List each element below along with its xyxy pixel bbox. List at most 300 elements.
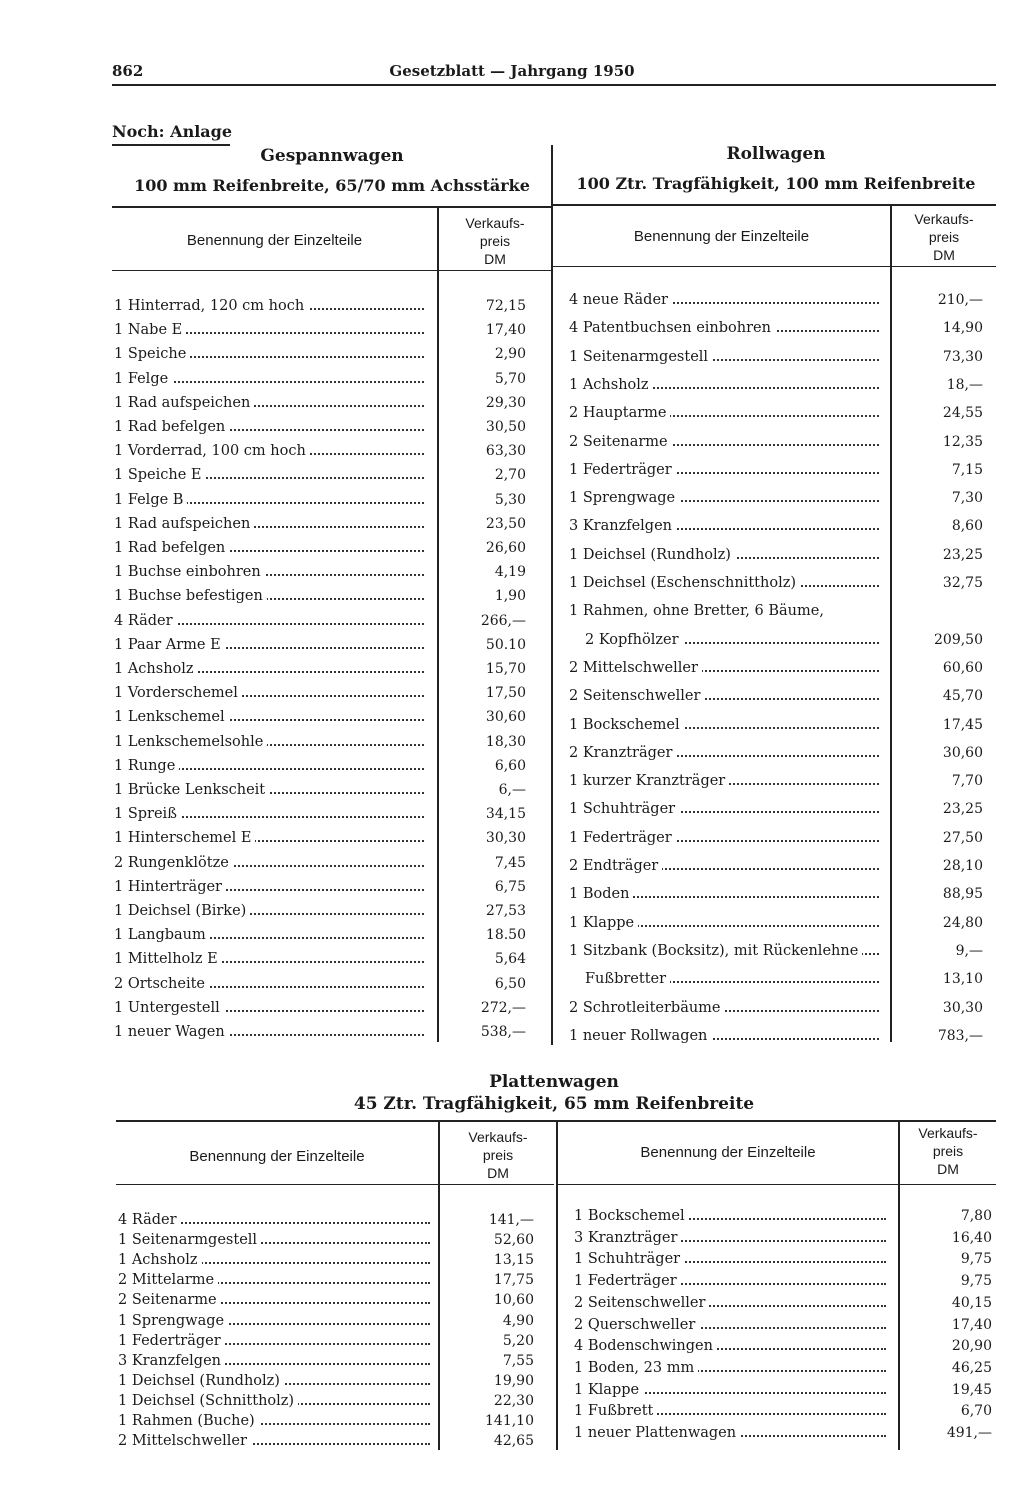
table-row: [114, 855, 526, 879]
part-name: 1 Hinterträger: [114, 879, 226, 895]
table-row: [569, 575, 983, 599]
table-row: [114, 661, 526, 685]
part-name-cell: [569, 518, 879, 534]
part-name-cell: [114, 298, 424, 314]
rollwagen-title: Rollwagen: [726, 144, 826, 164]
part-name-cell: [114, 516, 424, 532]
part-name: 1 Vorderrad, 100 cm hoch: [114, 443, 310, 459]
part-name-cell: [574, 1295, 886, 1311]
price-cell: 17,40: [485, 322, 526, 339]
part-name-cell: [569, 858, 879, 874]
table-row: [574, 1230, 992, 1254]
part-name-cell: [574, 1273, 886, 1289]
table-row: [569, 717, 983, 741]
price-cell: 63,30: [485, 443, 526, 460]
col-header-name-left: Benennung der Einzelteile: [189, 1148, 365, 1165]
col-header-price-line2: preis: [479, 233, 511, 249]
col-header-price: [892, 210, 996, 264]
price-cell: 141,—: [488, 1212, 534, 1228]
col-header-name: Benennung der Einzelteile: [186, 232, 363, 249]
part-name: 1 Speiche E: [114, 467, 206, 483]
price-cell: 2,90: [494, 346, 526, 363]
part-name: 1 Deichsel (Rundholz): [569, 547, 735, 563]
noch-anlage-label: Noch: Anlage: [112, 122, 233, 141]
part-name-cell: [114, 492, 424, 508]
part-name: 2 Seitenschweller: [574, 1295, 709, 1311]
price-cell: 73,30: [942, 348, 983, 365]
price-cell: 209,50: [934, 631, 983, 648]
part-name: 1 Boden: [569, 886, 633, 902]
part-name: 2 Mittelschweller: [569, 660, 702, 676]
part-name: 1 Buchse einbohren: [114, 564, 265, 580]
price-cell: 22,30: [493, 1392, 534, 1409]
table-row: [569, 830, 983, 854]
part-name: 1 Schuhträger: [569, 801, 679, 817]
plattenwagen-heading: [112, 1072, 996, 1114]
table-row: [569, 915, 983, 939]
table-row: [569, 773, 983, 797]
part-name-cell: [569, 886, 879, 902]
price-cell: 5,20: [502, 1332, 534, 1349]
part-name: 2 Rungenklötze: [114, 855, 233, 871]
table-row: [574, 1403, 992, 1427]
part-name: 1 Fußbrett: [574, 1403, 657, 1419]
price-cell: 19,90: [493, 1372, 534, 1389]
price-cell: 7,30: [951, 490, 983, 507]
price-cell: 29,30: [485, 394, 526, 411]
part-name: 1 Felge B: [114, 492, 187, 508]
part-name: 1 kurzer Kranzträger: [569, 773, 729, 789]
table-row: [574, 1425, 992, 1449]
table-row: [114, 637, 526, 661]
price-cell: 14,90: [942, 320, 983, 337]
part-name-cell: [118, 1353, 430, 1369]
col-header-price-line3: DM: [933, 247, 955, 263]
part-name-cell: [118, 1272, 430, 1288]
part-name: 2 Kopfhölzer: [585, 632, 683, 648]
part-name-cell: [114, 903, 424, 919]
price-cell: 783,—: [937, 1027, 983, 1044]
part-name-cell: [569, 603, 879, 619]
part-name-cell: [569, 717, 879, 733]
part-name: 1 Sprengwage: [118, 1313, 228, 1329]
part-name-cell: [114, 709, 424, 725]
part-name-cell: [574, 1230, 886, 1246]
table-row: [114, 492, 526, 516]
part-name: 1 Lenkschemel: [114, 709, 229, 725]
part-name: 4 Räder: [118, 1212, 181, 1228]
part-name-cell: [114, 734, 424, 750]
part-name-cell: [114, 830, 424, 846]
table-row: [569, 660, 983, 684]
col-header-price-line2: preis: [928, 229, 960, 245]
table-row: [114, 927, 526, 951]
part-name-cell: [114, 540, 424, 556]
table-row: [114, 903, 526, 927]
part-name: 2 Seitenarme: [569, 434, 672, 450]
plattenwagen-table: [116, 1120, 996, 1452]
price-cell: 4,90: [502, 1312, 534, 1329]
table-row: [114, 613, 526, 637]
part-name-cell: [569, 434, 879, 450]
col-header-price-line1: Verkaufs-: [465, 215, 525, 231]
part-name: 1 Runge: [114, 758, 179, 774]
part-name: 1 Bockschemel: [569, 717, 684, 733]
price-cell: 6,70: [960, 1403, 992, 1420]
table-row: [574, 1208, 992, 1232]
part-name: 1 Federträger: [118, 1333, 225, 1349]
part-name-cell: [114, 758, 424, 774]
part-name: 1 Deichsel (Rundholz): [118, 1373, 284, 1389]
part-name: 1 Deichsel (Birke): [114, 903, 250, 919]
part-name-cell: [569, 943, 879, 959]
table-row: [114, 371, 526, 395]
part-name: 4 neue Räder: [569, 292, 672, 308]
part-name-cell: [574, 1317, 886, 1333]
table-row: [569, 801, 983, 825]
part-name-cell: [114, 637, 424, 653]
table-row: [114, 322, 526, 346]
part-name: 2 Mittelarme: [118, 1272, 218, 1288]
price-cell: 17,40: [951, 1316, 992, 1333]
part-name: 1 Schuhträger: [574, 1251, 684, 1267]
part-name-cell: [569, 745, 879, 761]
table-row: [569, 349, 983, 373]
part-name: 1 Federträger: [569, 830, 676, 846]
part-name: 2 Seitenschweller: [569, 688, 704, 704]
part-name-cell: [569, 320, 879, 336]
part-name: 1 Buchse befestigen: [114, 588, 267, 604]
price-cell: 266,—: [480, 612, 526, 629]
col-header-price-line1: Verkaufs-: [468, 1129, 528, 1145]
part-name: 1 Mittelholz E: [114, 951, 222, 967]
table-row: [569, 745, 983, 769]
running-head: Gesetzblatt — Jahrgang 1950: [389, 62, 635, 80]
price-cell: 24,55: [942, 405, 983, 422]
price-cell: 17,50: [485, 685, 526, 702]
part-name-cell: [569, 349, 879, 365]
col-header-price-left: [440, 1128, 556, 1182]
price-cell: 7,70: [951, 773, 983, 790]
col-header-price-line3: DM: [484, 251, 506, 267]
part-name-cell: [118, 1252, 430, 1268]
part-name: 1 Paar Arme E: [114, 637, 225, 653]
table-row: [114, 951, 526, 975]
price-cell: 88,95: [942, 886, 983, 903]
table-row: [114, 395, 526, 419]
part-name-cell: [118, 1313, 430, 1329]
col-header-price-line2: preis: [482, 1147, 514, 1163]
part-name-cell: [114, 1000, 424, 1016]
price-cell: 18.50: [485, 927, 526, 944]
part-name-cell: [569, 660, 879, 676]
table-row: [114, 782, 526, 806]
part-name-cell: [118, 1212, 430, 1228]
table-row: [569, 320, 983, 344]
table-row: [118, 1433, 534, 1457]
gespannwagen-table: [112, 206, 551, 1046]
part-name: 1 Federträger: [569, 462, 676, 478]
table-row: [114, 976, 526, 1000]
table-row: [114, 467, 526, 491]
part-name: 1 neuer Rollwagen: [569, 1028, 711, 1044]
part-name: 1 Klappe: [569, 915, 638, 931]
table-row: [114, 709, 526, 733]
part-name-cell: [569, 1028, 879, 1044]
part-name-cell: [114, 467, 424, 483]
part-name-cell: [114, 322, 424, 338]
part-name-cell: [569, 688, 879, 704]
table-row: [569, 858, 983, 882]
part-name-cell: [118, 1373, 430, 1389]
part-name: 1 Seitenarmgestell: [569, 349, 712, 365]
center-divider-bottom: [556, 1120, 558, 1450]
price-cell: 40,15: [951, 1294, 992, 1311]
col-header-price-line1: Verkaufs-: [918, 1125, 978, 1141]
part-name: 1 Untergestell: [114, 1000, 224, 1016]
price-cell: 17,45: [942, 716, 983, 733]
table-row: [574, 1338, 992, 1362]
part-name: 1 Rahmen (Buche): [118, 1413, 259, 1429]
part-name-cell: [569, 292, 879, 308]
part-name: 1 Brücke Lenkscheit: [114, 782, 269, 798]
price-cell: 30,30: [942, 999, 983, 1016]
part-name: 1 Nabe E: [114, 322, 186, 338]
price-cell: 141,10: [485, 1413, 534, 1429]
table-row: [574, 1360, 992, 1384]
part-name-cell: [569, 405, 879, 421]
price-cell: 16,40: [951, 1229, 992, 1246]
rollwagen-subtitle: 100 Ztr. Tragfähigkeit, 100 mm Reifenbreite: [576, 174, 976, 193]
table-row: [114, 564, 526, 588]
table-row: [569, 462, 983, 486]
price-cell: 9,75: [960, 1273, 992, 1290]
part-name: 1 Deichsel (Schnittholz): [118, 1393, 298, 1409]
table-row: [574, 1382, 992, 1406]
part-name-cell: [114, 782, 424, 798]
price-cell: 4,19: [494, 564, 526, 581]
table-row: [114, 758, 526, 782]
part-name: 1 Rad aufspeichen: [114, 516, 254, 532]
part-name-cell: [118, 1393, 430, 1409]
table-row: [569, 632, 983, 656]
price-cell: 42,65: [493, 1433, 534, 1450]
price-cell: 30,60: [942, 744, 983, 761]
part-name: 1 Sprengwage: [569, 490, 679, 506]
part-name: 2 Hauptarme: [569, 405, 670, 421]
part-name-cell: [574, 1251, 886, 1267]
price-cell: 27,53: [485, 903, 526, 919]
part-name: 1 Spreiß: [114, 806, 181, 822]
price-cell: 5,30: [494, 491, 526, 508]
table-row: [569, 547, 983, 571]
part-name: 1 Langbaum: [114, 927, 210, 943]
part-name-cell: [569, 773, 879, 789]
part-name: 2 Querschweller: [574, 1317, 699, 1333]
gespannwagen-title: Gespannwagen: [260, 146, 404, 166]
table-row: [569, 971, 983, 995]
table-row: [114, 419, 526, 443]
col-header-price: [439, 214, 551, 268]
table-row: [569, 603, 983, 627]
part-name: 1 Rahmen, ohne Bretter, 6 Bäume,: [569, 603, 828, 619]
table-row: [114, 516, 526, 540]
part-name: 2 Kranzträger: [569, 745, 676, 761]
part-name-cell: [114, 395, 424, 411]
table-row: [114, 1024, 526, 1048]
part-name: 1 neuer Plattenwagen: [574, 1425, 740, 1441]
price-cell: 45,70: [942, 688, 983, 705]
gespannwagen-subtitle: 100 mm Reifenbreite, 65/70 mm Achsstärke: [134, 176, 530, 195]
price-cell: 72,15: [485, 298, 526, 314]
part-name: 1 Klappe: [574, 1382, 643, 1398]
price-cell: 9,—: [955, 942, 983, 959]
part-name: 2 Mittelschweller: [118, 1433, 251, 1449]
part-name: 1 Bockschemel: [574, 1208, 689, 1224]
part-name-cell: [114, 371, 424, 387]
col-header-price-right: [900, 1124, 996, 1178]
part-name-cell: [114, 685, 424, 701]
price-cell: 6,60: [494, 757, 526, 774]
part-name-cell: [114, 661, 424, 677]
part-name-cell: [569, 377, 879, 393]
price-cell: 26,60: [485, 540, 526, 556]
table-top-rule: [553, 204, 996, 206]
part-name-cell: [574, 1338, 886, 1354]
part-name-cell: [114, 443, 424, 459]
price-cell: 17,75: [493, 1272, 534, 1289]
table-top-rule: [112, 206, 551, 208]
table-row: [114, 806, 526, 830]
part-name: 4 Bodenschwingen: [574, 1338, 717, 1354]
price-cell: 23,50: [485, 515, 526, 532]
table-row: [569, 377, 983, 401]
part-name: 1 Achsholz: [118, 1252, 202, 1268]
table-row: [569, 518, 983, 542]
part-name-cell: [118, 1292, 430, 1308]
table-row: [574, 1251, 992, 1275]
price-cell: 1,90: [494, 588, 526, 605]
part-name-cell: [114, 951, 424, 967]
price-cell: 7,80: [960, 1208, 992, 1224]
table-row: [114, 830, 526, 854]
table-row: [114, 346, 526, 370]
part-name: 1 neuer Wagen: [114, 1024, 229, 1040]
part-name-cell: [574, 1382, 886, 1398]
part-name: 3 Kranzfelgen: [118, 1353, 225, 1369]
table-row: [114, 443, 526, 467]
part-name: 1 Achsholz: [569, 377, 653, 393]
table-row: [114, 879, 526, 903]
price-cell: 60,60: [942, 659, 983, 676]
price-cell: 7,55: [502, 1352, 534, 1369]
part-name: 1 Rad befelgen: [114, 419, 229, 435]
price-cell: 15,70: [485, 661, 526, 677]
table-row: [114, 298, 526, 322]
price-cell: 30,50: [485, 419, 526, 435]
table-row: [569, 943, 983, 967]
price-cell: 8,60: [951, 518, 983, 535]
part-name-cell: [574, 1208, 886, 1224]
part-name: 1 Rad befelgen: [114, 540, 229, 556]
price-cell: 10,60: [493, 1292, 534, 1309]
part-name: 2 Ortscheite: [114, 976, 209, 992]
price-cell: 491,—: [946, 1425, 992, 1441]
part-name-cell: [114, 855, 424, 871]
part-name-cell: [569, 547, 879, 563]
part-name-cell: [118, 1333, 430, 1349]
price-cell: 18,—: [946, 376, 983, 393]
part-name: 4 Patentbuchsen einbohren: [569, 320, 775, 336]
part-name-cell: [574, 1403, 886, 1419]
part-name-cell: [569, 575, 879, 591]
table-header-rule: [112, 270, 551, 271]
part-name-cell: [114, 588, 424, 604]
table-row: [114, 1000, 526, 1024]
part-name: 1 Federträger: [574, 1273, 681, 1289]
part-name-cell: [574, 1425, 886, 1441]
part-name-cell: [569, 801, 879, 817]
price-cell: 210,—: [937, 292, 983, 308]
table-row: [569, 1028, 983, 1052]
table-row: [569, 405, 983, 429]
part-name: 2 Endträger: [569, 858, 662, 874]
price-cell: 6,—: [498, 782, 526, 798]
col-header-price-line3: DM: [937, 1161, 959, 1177]
part-name: 1 Rad aufspeichen: [114, 395, 254, 411]
table-row: [574, 1295, 992, 1319]
price-cell: 7,45: [494, 854, 526, 871]
price-cell: 24,80: [942, 914, 983, 931]
part-name-cell: [118, 1433, 430, 1449]
part-name: 4 Räder: [114, 613, 177, 629]
table-row: [569, 1000, 983, 1024]
part-name-cell: [118, 1413, 430, 1429]
table-row: [569, 688, 983, 712]
price-cell: 32,75: [942, 575, 983, 591]
part-name-cell: [114, 346, 424, 362]
table-row: [569, 292, 983, 316]
price-cell: 12,35: [942, 433, 983, 450]
part-name: 2 Schrotleiterbäume: [569, 1000, 725, 1016]
part-name-cell: [569, 830, 879, 846]
part-name: 1 Deichsel (Eschenschnittholz): [569, 575, 800, 591]
price-cell: 46,25: [951, 1359, 992, 1376]
part-name: 1 Boden, 23 mm: [574, 1360, 698, 1376]
rollwagen-table: [553, 204, 996, 1046]
part-name-cell: [114, 806, 424, 822]
col-header-price-line3: DM: [487, 1165, 509, 1181]
price-cell: 30,60: [485, 709, 526, 726]
part-name: 3 Kranzträger: [574, 1230, 681, 1246]
table-row: [114, 540, 526, 564]
plattenwagen-subtitle: 45 Ztr. Tragfähigkeit, 65 mm Reifenbreite: [353, 1094, 755, 1114]
price-cell: 20,90: [951, 1338, 992, 1355]
col-header-price-line2: preis: [932, 1143, 964, 1159]
part-name-cell: [569, 462, 879, 478]
price-cell: 19,45: [951, 1381, 992, 1398]
part-name-cell: [569, 490, 879, 506]
price-cell: 9,75: [960, 1251, 992, 1268]
table-header-rule: [553, 266, 996, 267]
page-number: 862: [112, 62, 144, 80]
part-name: 1 Sitzbank (Bocksitz), mit Rückenlehne: [569, 943, 862, 959]
part-name-cell: [114, 1024, 424, 1040]
part-name: 2 Seitenarme: [118, 1292, 221, 1308]
price-cell: 23,25: [942, 801, 983, 818]
part-name: 3 Kranzfelgen: [569, 518, 676, 534]
price-cell: 52,60: [493, 1232, 534, 1249]
